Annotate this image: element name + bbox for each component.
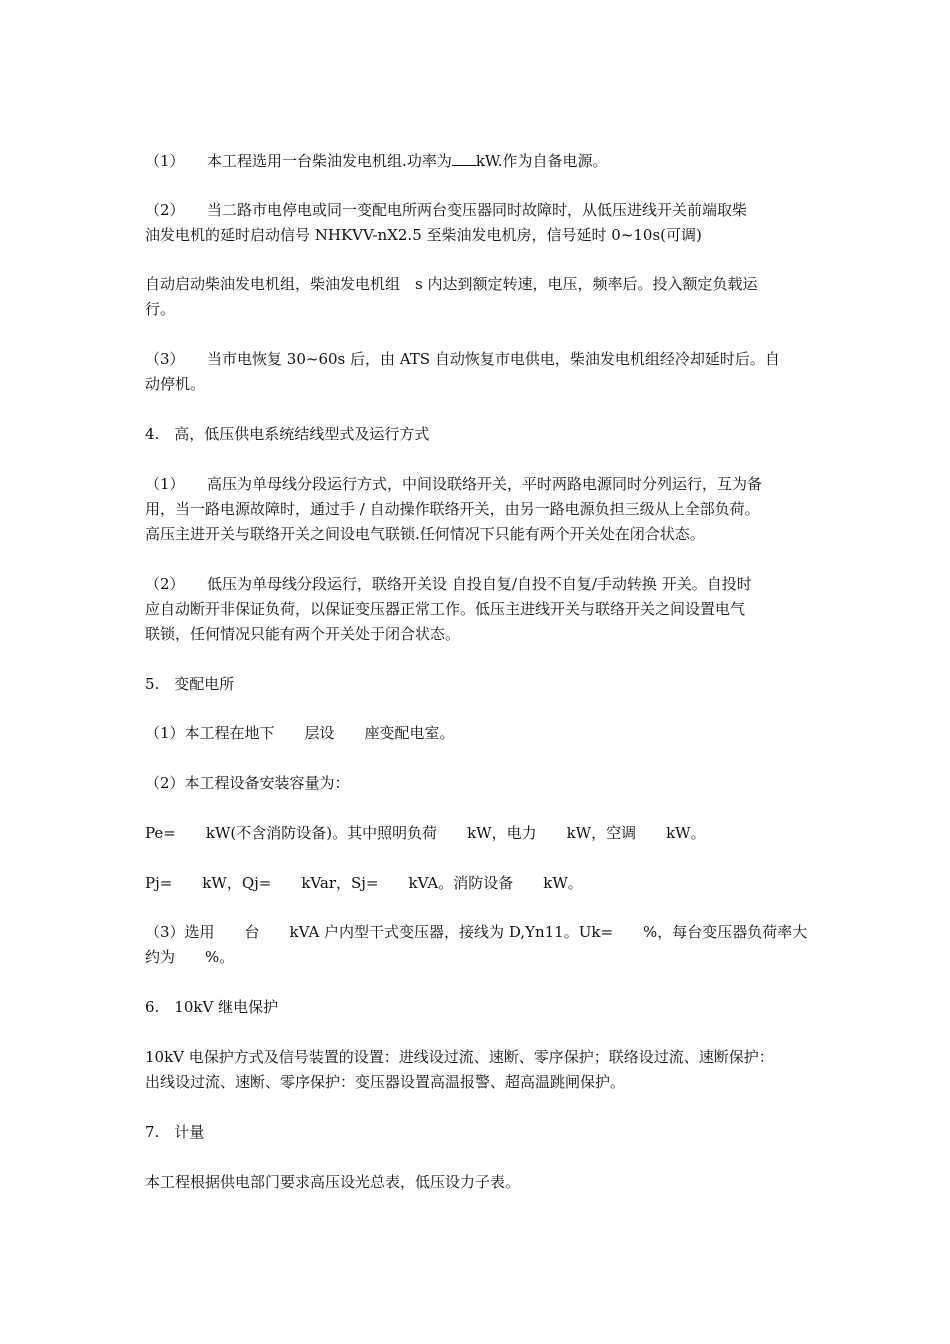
paragraph-line: 行。 [145, 300, 176, 318]
paragraph-line: （2） 低压为单母线分段运行，联络开关设 自投自复/自投不自复/手动转换 开关。自投时 [145, 575, 752, 593]
blank-underline [452, 151, 476, 166]
paragraph-diesel-generator [145, 149, 607, 174]
section-heading-7: 7. 计量 [145, 1123, 205, 1141]
section-heading-6: 6. 10kV 继电保护 [145, 998, 279, 1016]
paragraph-line: 油发电机的延时启动信号 NHKVV-nX2.5 至柴油发电机房，信号延时 0~10s(可调) [145, 226, 702, 244]
paragraph-line: 动停机。 [145, 375, 206, 393]
paragraph-line: Pe= kW(不含消防设备)。其中照明负荷 kW，电力 kW，空调 kW。 [145, 824, 706, 842]
paragraph-line: （1）本工程在地下 层设 座变配电室。 [145, 724, 455, 742]
paragraph-line: 高压主进开关与联络开关之间设电气联锁.任何情况下只能有两个开关处在闭合状态。 [145, 525, 705, 543]
paragraph-line: 用，当一路电源故障时，通过手 / 自动操作联络开关，由另一路电源负担三级从上全部负荷。 [145, 500, 760, 518]
paragraph-line: 本工程根据供电部门要求高压设光总表，低压设力子表。 [145, 1173, 521, 1191]
paragraph-line: Pj= kW，Qj= kVar，Sj= kVA。消防设备 kW。 [145, 874, 583, 892]
paragraph-line: （1） 高压为单母线分段运行方式，中间设联络开关，平时两路电源同时分列运行，互为备 [145, 475, 763, 493]
paragraph-line: 约为 %。 [145, 948, 235, 966]
paragraph-line: （2） 当二路市电停电或同一变配电所两台变压器同时故障时，从低压进线开关前端取柴 [145, 201, 748, 219]
text: kW.作为自备电源。 [475, 152, 608, 170]
paragraph-line: （3）选用 台 kVA 户内型干式变压器，接线为 D,Yn11。Uk= %，每台变压器负荷率大 [145, 923, 808, 941]
paragraph-line: 10kV 电保护方式及信号装置的设置：进线设过流、速断、零序保护；联络设过流、速断保护： [145, 1048, 774, 1066]
section-heading-4: 4. 高，低压供电系统结线型式及运行方式 [145, 425, 430, 443]
section-heading-5: 5. 变配电所 [145, 675, 235, 693]
paragraph-line: 联锁，任何情况只能有两个开关处于闭合状态。 [145, 625, 461, 643]
paragraph-line: （3） 当市电恢复 30~60s 后，由 ATS 自动恢复市电供电，柴油发电机组经冷却延时后。自 [145, 350, 780, 368]
paragraph-line: 出线设过流、速断、零序保护：变压器设置高温报警、超高温跳闸保护。 [145, 1073, 626, 1091]
paragraph-line: 应自动断开非保证负荷，以保证变压器正常工作。低压主进线开关与联络开关之间设置电气 [145, 600, 746, 618]
paragraph-line: （2）本工程设备安装容量为： [145, 774, 350, 792]
text: （1） 本工程选用一台柴油发电机组.功率为 [145, 152, 452, 170]
paragraph-line: 自动启动柴油发电机组，柴油发电机组 s 内达到额定转速，电压，频率后。投入额定负载运 [145, 275, 758, 293]
